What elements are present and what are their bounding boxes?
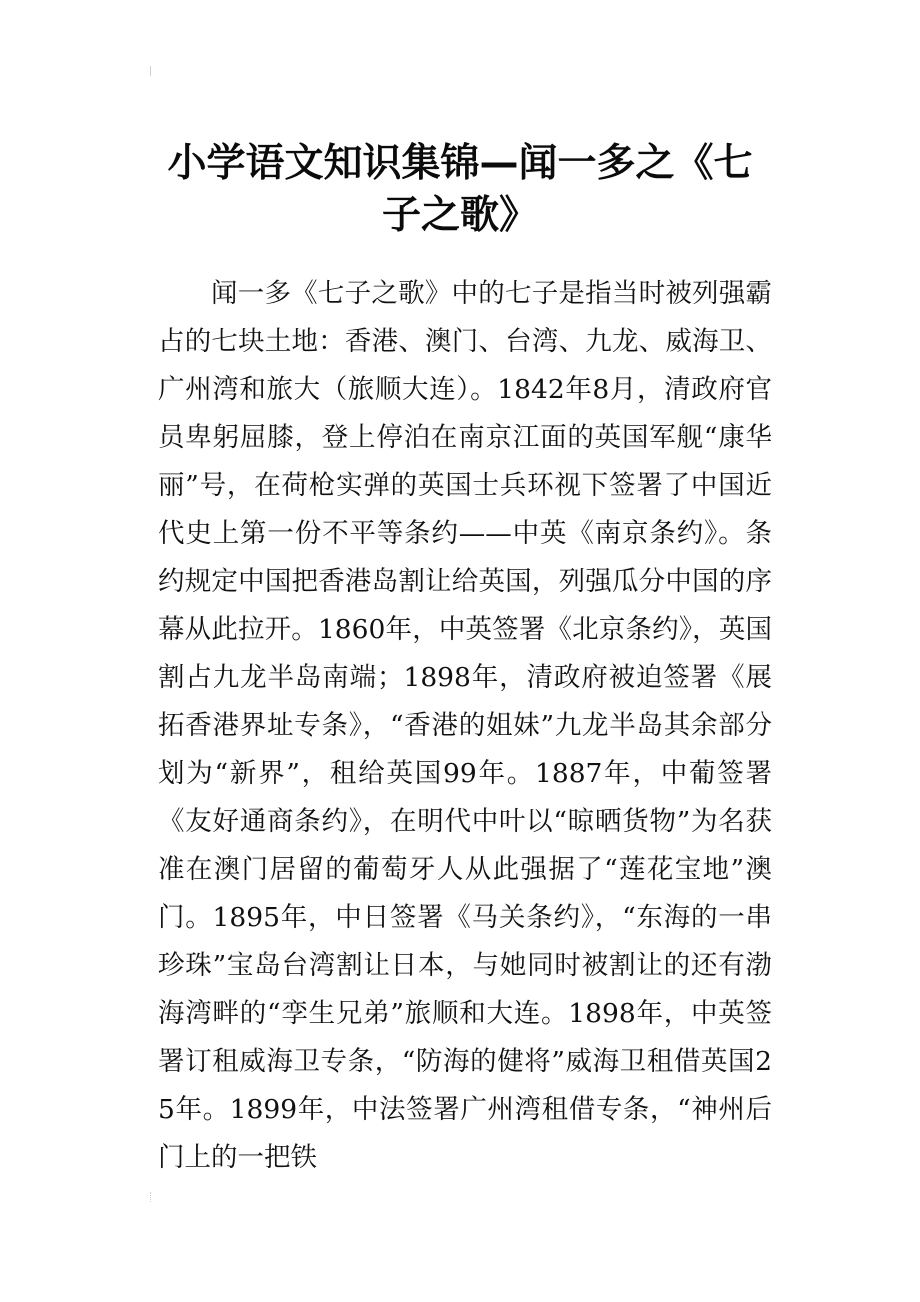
document-body-paragraph: 闻一多《七子之歌》中的七子是指当时被列强霸占的七块土地：香港、澳门、台湾、九龙、威海卫、广州湾和旅大（旅顺大连）。1842年8月，清政府官员卑躬屈膝，登上停泊在南京江面的英国军舰“康华丽”号，在荷枪实弹的英国士兵环视下签署了中国近代史上第一份不平等条约——中英《南京条约》。条约规定中国把香港岛割让给英国，列强瓜分中国的序幕从此拉开。1860年，中英签署《北京条约》，英国割占九龙半岛南端；1898年，清政府被迫签署《展拓香港界址专条》，“香港的姐妹”九龙半岛其余部分划为“新界”，租给英国99年。1887年，中葡签署《友好通商条约》，在明代中叶以“晾晒货物”为名获准在澳门居留的葡萄牙人从此强据了“莲花宝地”澳门。1895年，中日签署《马关条约》，“东海的一串珍珠”宝岛台湾割让日本，与她同时被割让的还有渤海湾畔的“孪生兄弟”旅顺和大连。1898年，中英签署订租威海卫专条，“防海的健将”威海卫租借英国25年。1899年，中法签署广州湾租借专条，“神州后门上的一把铁 (158, 278, 772, 1173)
document-title: 小学语文知识集锦—闻一多之《七子之歌》 (167, 141, 753, 239)
page-corner-mark (150, 66, 157, 76)
page-corner-mark (150, 1192, 157, 1202)
